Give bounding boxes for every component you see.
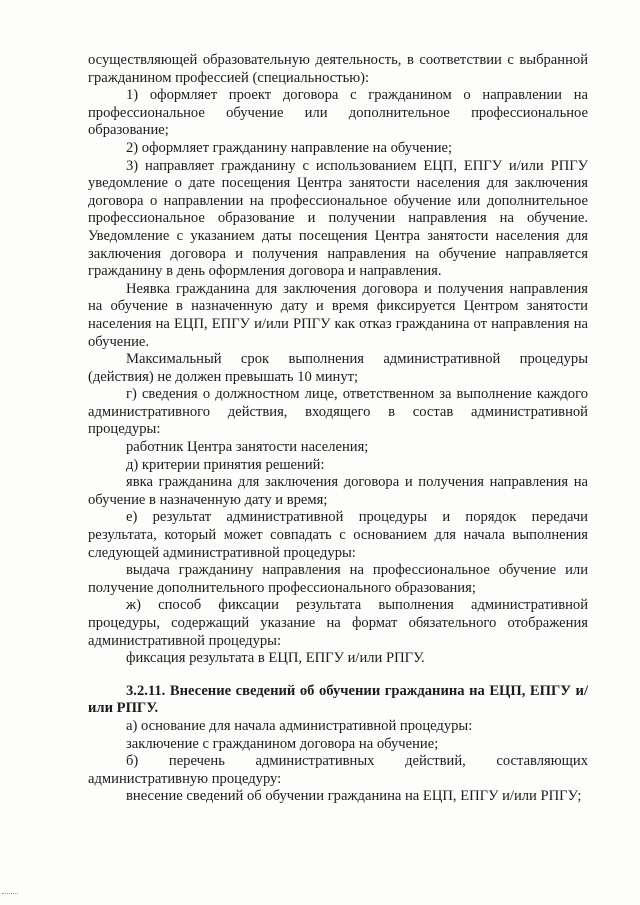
paragraph: д) критерии принятия решений:: [126, 456, 325, 473]
paragraph: 1) оформляет проект договора с гражданином о направлении на профессиональное обучение или дополнительное профессиональное образование;: [88, 87, 588, 139]
paragraph: г) сведения о должностном лице, ответственном за выполнение каждого административного действия, входящего в состав административной процедуры:: [88, 386, 588, 438]
paragraph: осуществляющей образовательную деятельность, в соответствии с выбранной гражданином профессией (специальностью):: [88, 52, 588, 86]
paragraph: выдача гражданину направления на профессиональное обучение или получение дополнительного профессионального образования;: [88, 562, 588, 596]
section-number: 3.2.11.: [126, 682, 166, 699]
paragraph: 2) оформляет гражданину направление на обучение;: [126, 139, 453, 156]
paragraph: заключение с гражданином договора на обучение;: [126, 735, 439, 752]
paragraph: Неявка гражданина для заключения договора и получения направления на обучение в назначенную дату и время фиксируется Центром занятости населения на ЕЦП, ЕПГУ и/или РПГУ как отказ гражданина от направления на обучение.: [88, 280, 588, 350]
paragraph: б) перечень административных действий, составляющих административную процедуру:: [88, 753, 588, 787]
paragraph: Максимальный срок выполнения административной процедуры (действия) не должен превышать 10 минут;: [88, 351, 588, 385]
paragraph: а) основание для начала административной процедуры:: [126, 717, 473, 734]
paragraph: явка гражданина для заключения договора и получения направления на обучение в назначенную дату и время;: [88, 474, 588, 508]
paragraph: фиксация результата в ЕЦП, ЕПГУ и/или РПГУ.: [126, 650, 425, 667]
document-body: [88, 52, 588, 806]
paragraph: 3) направляет гражданину с использованием ЕЦП, ЕПГУ и/или РПГУ уведомление о дате посещения Центра занятости населения для заключения договора о направлении на профессиональное обучение или дополнительное профессиональное образование и получении направления на обучение. Уведомление с указанием даты посещения Центра занятости населения для заключения договора и получения направления на обучение направляется гражданину в день оформления договора и направления.: [88, 157, 588, 280]
paragraph: е) результат административной процедуры и порядок передачи результата, который может совпадать с основанием для начала выполнения следующей административной процедуры:: [88, 509, 588, 561]
paragraph: ж) способ фиксации результата выполнения административной процедуры, содержащий указание на формат обязательного отображения административной процедуры:: [88, 597, 588, 649]
paragraph: работник Центра занятости населения;: [126, 439, 369, 456]
scan-artifact: [2, 893, 18, 896]
section-title: Внесение сведений об обучении гражданина на ЕЦП, ЕПГУ и/или РПГУ.: [88, 682, 588, 717]
paragraph: внесение сведений об обучении гражданина на ЕЦП, ЕПГУ и/или РПГУ;: [126, 788, 582, 805]
section-heading: [88, 683, 588, 718]
